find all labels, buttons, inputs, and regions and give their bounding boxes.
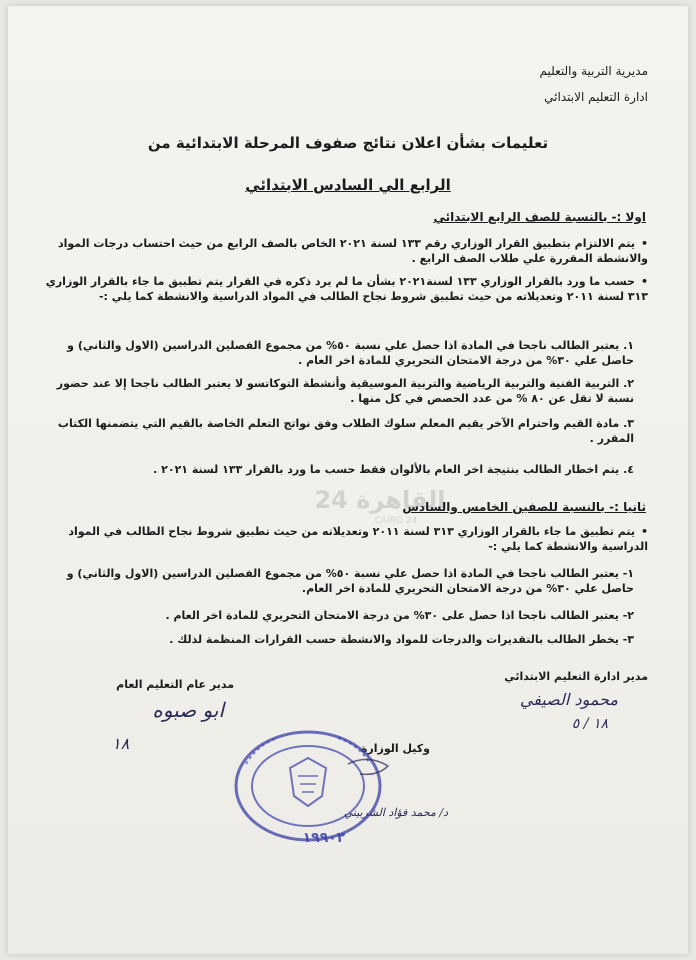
signature-undersecretary-sign: د/ محمد فؤاد الشربيني xyxy=(343,806,448,819)
section1-item4: ٤. يتم اخطار الطالب بنتيجة اخر العام بالألوان فقط حسب ما ورد بالقرار ١٣٣ لسنة ٢٠٢١ . xyxy=(153,463,634,476)
section1-item1: ١. يعتبر الطالب ناجحا في المادة اذا حصل علي نسبة ٥٠% من مجموع الفصلين الدراسين (الاول والثاني) و حاصل علي ٣٠% من درجة الامتحان التحريري للمادة اخر العام . xyxy=(67,339,634,367)
section1-item3: ٣. مادة القيم واحترام الآخر يقيم المعلم سلوك الطلاب وفق نواتج التعلم الخاصة بالقيم التي يتضمنها الكتاب المقرر . xyxy=(57,417,634,445)
section1-bullet2: • حسب ما ورد بالقرار الوزاري ١٣٣ لسنة٢٠٢١ بشأن ما لم يرد ذكره في القرار يتم تطبيق ما جاء بالقرار الوزاري ٣١٣ لسنة ٢٠١١ وتعديلاته من حيث تطبيق شروط نجاح الطالب في المواد الدراسية والانشطة كما يلي :- xyxy=(38,274,648,304)
section1-item2: ٢. التربية الفنية والتربية الرياضية والتربية الموسيقية وأنشطة التوكاتسو لا يعتبر الطالب ناجحا إلا عند حضور نسبة لا تقل عن ٨٠ % من عدد الحصص في كل منها . xyxy=(56,377,634,405)
section1-heading: اولا :- بالنسبة للصف الرابع الابتدائي xyxy=(433,210,646,224)
official-seal-stamp xyxy=(228,724,398,854)
signature-primary-director-sign: محمود الصيفي xyxy=(519,690,618,709)
signature-general-director-sign: ابو صبوه xyxy=(152,698,224,722)
signature-primary-director-date: ١٨ / ٥ xyxy=(571,716,608,732)
section2-item1: ١- يعتبر الطالب ناجحا في المادة اذا حصل علي نسبة ٥٠% من مجموع الفصلين الدراسين (الاول والثاني) و حاصل علي ٣٠% من درجة الامتحان التحريري للمادة اخر العام. xyxy=(66,567,634,595)
signature-primary-director-title: مدير ادارة التعليم الابتدائي xyxy=(504,670,648,683)
section1-bullet1: • يتم الالتزام بتطبيق القرار الوزاري رقم ١٣٣ لسنة ٢٠٢١ الخاص بالصف الرابع من حيث احتساب درجات المواد والانشطة المقررة علي طلاب الصف الرابع . xyxy=(38,236,648,266)
watermark-sub: CAIRO 24 xyxy=(374,516,418,526)
section2-heading: ثانيا :- بالنسبة للصفين الخامس والسادس xyxy=(402,500,646,514)
header-administration: ادارة التعليم الابتدائي xyxy=(544,90,648,104)
signature-general-director-date: ١٨ xyxy=(112,734,130,753)
doc-title-line2: الرابع الي السادس الابتدائي xyxy=(245,176,451,194)
header-directorate: مديرية التربية والتعليم xyxy=(539,64,648,78)
watermark-brand: القاهرة 24 xyxy=(314,486,446,514)
stamp-number: ١٩٩٠٢ xyxy=(302,830,346,846)
section2-item3: ٣- يخطر الطالب بالتقديرات والدرجات للمواد والانشطة حسب القرارات المنظمة لذلك . xyxy=(169,633,634,646)
document-page xyxy=(8,6,688,954)
section2-bullet1: • يتم تطبيق ما جاء بالقرار الوزاري ٣١٣ لسنة ٢٠١١ وتعديلاته من حيث تطبيق شروط نجاح الطالب في المواد الدراسية والانشطة كما يلي :- xyxy=(38,524,648,554)
signature-general-director-title: مدير عام التعليم العام xyxy=(116,678,234,691)
signature-undersecretary-title: وكيل الوزارة xyxy=(360,742,430,755)
doc-title-line1: تعليمات بشأن اعلان نتائج صفوف المرحلة الابتدائية من xyxy=(147,134,549,152)
section2-item2: ٢- يعتبر الطالب ناجحا اذا حصل على ٣٠% من درجة الامتحان التحريري للمادة اخر العام . xyxy=(165,609,634,622)
